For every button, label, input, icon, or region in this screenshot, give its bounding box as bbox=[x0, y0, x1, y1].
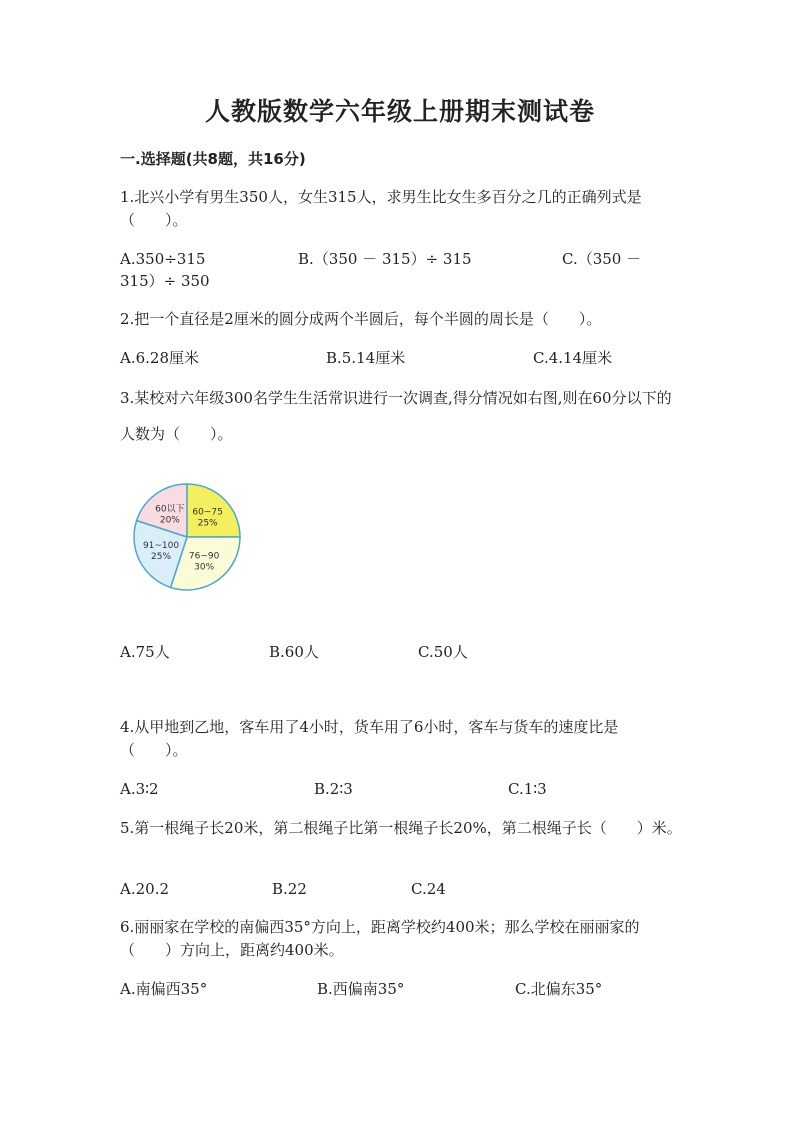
question-1-option-b[interactable]: B.（350 － 315）÷ 315 bbox=[298, 250, 472, 268]
pie-slice-percent-label: 30% bbox=[194, 562, 215, 573]
section-heading: 一.选择题(共8题，共16分) bbox=[120, 150, 306, 168]
pie-slice-percent-label: 25% bbox=[151, 552, 172, 563]
question-2-option-a[interactable]: A.6.28厘米 bbox=[120, 349, 199, 367]
pie-slice-percent-label: 25% bbox=[197, 518, 218, 529]
question-6: 6.丽丽家在学校的南偏西35°方向上，距离学校约400米；那么学校在丽丽家的（ ）方向上，距离约400米。 bbox=[120, 918, 640, 959]
question-5-option-c[interactable]: C.24 bbox=[411, 880, 446, 898]
question-2-option-c[interactable]: C.4.14厘米 bbox=[533, 349, 613, 367]
score-pie-chart bbox=[122, 480, 256, 600]
question-3-option-c[interactable]: C.50人 bbox=[418, 643, 468, 661]
question-4-option-c[interactable]: C.1∶3 bbox=[508, 780, 547, 798]
question-1-option-c[interactable]: C.（350 － bbox=[562, 250, 642, 268]
pie-slice-category-label: 60以下 bbox=[155, 504, 185, 515]
pie-slice-percent-label: 20% bbox=[159, 515, 180, 526]
question-3-option-b[interactable]: B.60人 bbox=[269, 643, 319, 661]
question-5-option-b[interactable]: B.22 bbox=[272, 880, 307, 898]
question-5: 5.第一根绳子长20米，第二根绳子比第一根绳子长20%，第二根绳子长（ ）米。 bbox=[120, 819, 682, 837]
pie-slice-category-label: 60~75 bbox=[192, 507, 223, 518]
question-6-option-b[interactable]: B.西偏南35° bbox=[317, 980, 405, 998]
question-4: 4.从甲地到乙地，客车用了4小时，货车用了6小时，客车与货车的速度比是（ ）。 bbox=[120, 718, 619, 759]
page-title: 人教版数学六年级上册期末测试卷 bbox=[204, 97, 595, 126]
question-5-option-a[interactable]: A.20.2 bbox=[120, 880, 169, 898]
question-1: 1.北兴小学有男生350人，女生315人，求男生比女生多百分之几的正确列式是（ ）。 bbox=[120, 188, 642, 229]
question-3: 3.某校对六年级300名学生生活常识进行一次调查,得分情况如右图,则在60分以下的人数为（ ）。 bbox=[120, 389, 672, 443]
pie-slice-category-label: 91~100 bbox=[142, 541, 180, 552]
question-4-option-b[interactable]: B.2∶3 bbox=[314, 780, 353, 798]
question-4-option-a[interactable]: A.3∶2 bbox=[120, 780, 159, 798]
question-6-option-a[interactable]: A.南偏西35° bbox=[120, 980, 208, 998]
pie-slice-category-label: 76~90 bbox=[188, 551, 220, 562]
question-1-option-a[interactable]: A.350÷315 bbox=[120, 250, 206, 268]
question-2-option-b[interactable]: B.5.14厘米 bbox=[326, 349, 406, 367]
question-1-option-c-continued: 315）÷ 350 bbox=[120, 272, 210, 290]
question-6-option-c[interactable]: C.北偏东35° bbox=[515, 980, 603, 998]
question-3-option-a[interactable]: A.75人 bbox=[120, 643, 170, 661]
question-2: 2.把一个直径是2厘米的圆分成两个半圆后，每个半圆的周长是（ ）。 bbox=[120, 310, 602, 328]
